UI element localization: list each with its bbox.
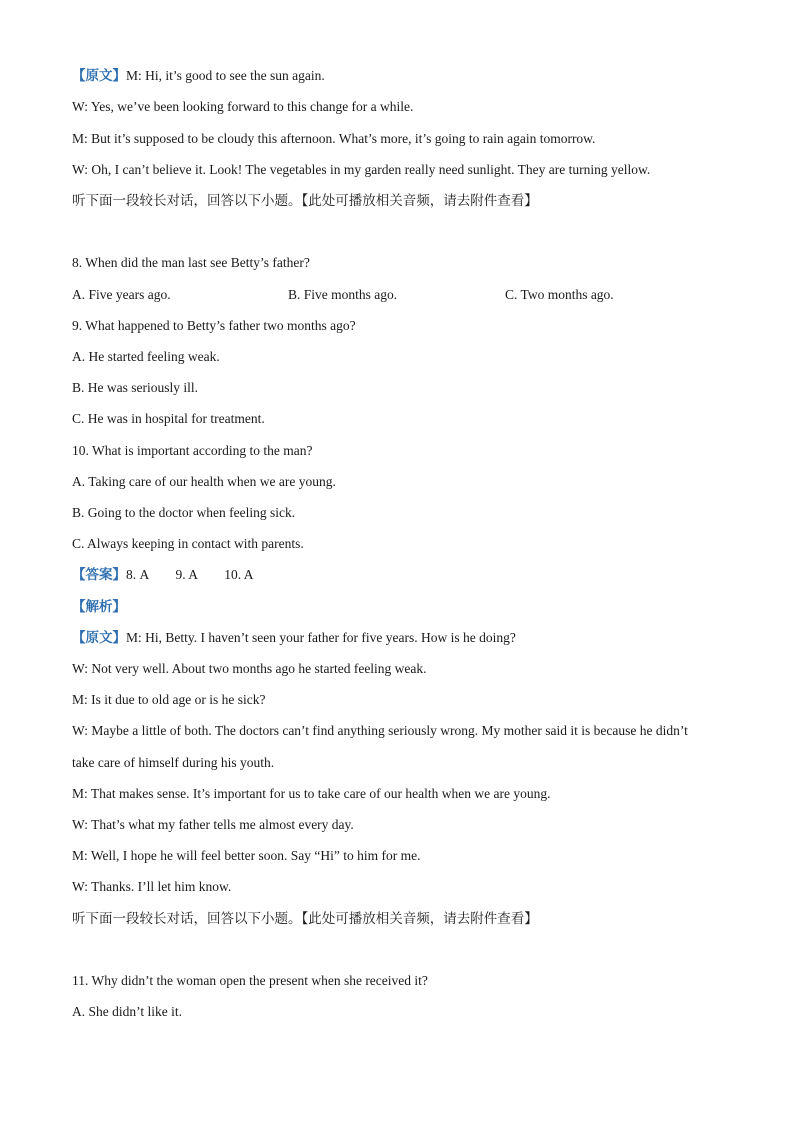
transcript-line: W: That’s what my father tells me almost every day. xyxy=(72,817,354,832)
transcript-line: 【原文】M: Hi, it’s good to see the sun again. xyxy=(72,68,325,83)
question-8-stem: 8. When did the man last see Betty’s father? xyxy=(72,255,310,270)
option-a: A. He started feeling weak. xyxy=(72,349,220,364)
option-c: C. He was in hospital for treatment. xyxy=(72,411,265,426)
transcript-line: M: Is it due to old age or is he sick? xyxy=(72,692,266,707)
answer-label: 【答案】 xyxy=(72,567,126,582)
transcript-line: W: Thanks. I’ll let him know. xyxy=(72,879,232,894)
question-10-stem: 10. What is important according to the man? xyxy=(72,443,313,458)
transcript-line: M: That makes sense. It’s important for us to take care of our health when we are young. xyxy=(72,786,551,801)
analysis-label: 【解析】 xyxy=(72,599,126,614)
transcript-line: W: Maybe a little of both. The doctors can’t find anything seriously wrong. My mother said it is because he didn’t xyxy=(72,723,688,738)
option-c: C. Two months ago. xyxy=(505,287,614,302)
transcript-line: W: Not very well. About two months ago he started feeling weak. xyxy=(72,661,427,676)
question-9-stem: 9. What happened to Betty’s father two months ago? xyxy=(72,318,356,333)
option-b: B. Five months ago. xyxy=(288,287,398,302)
question-11-stem: 11. Why didn’t the woman open the present when she received it? xyxy=(72,973,428,988)
answer-line xyxy=(72,566,254,584)
option-b: B. He was seriously ill. xyxy=(72,380,198,395)
listening-instruction: 听下面一段较长对话，回答以下小题。【此处可播放相关音频，请去附件查看】 xyxy=(72,911,538,926)
transcript-line: take care of himself during his youth. xyxy=(72,755,275,770)
original-label: 【原文】 xyxy=(72,68,126,83)
option-b: B. Going to the doctor when feeling sick. xyxy=(72,505,296,520)
transcript-line: 【原文】M: Hi, Betty. I haven’t seen your father for five years. How is he doing? xyxy=(72,630,516,645)
answer-values: 8. A 9. A 10. A xyxy=(126,567,254,582)
original-label: 【原文】 xyxy=(72,630,126,645)
option-a: A. Five years ago. xyxy=(72,287,171,302)
transcript-line: W: Yes, we’ve been looking forward to this change for a while. xyxy=(72,99,414,114)
option-c: C. Always keeping in contact with parents. xyxy=(72,536,304,551)
listening-instruction: 听下面一段较长对话，回答以下小题。【此处可播放相关音频，请去附件查看】 xyxy=(72,193,538,208)
option-a: A. She didn’t like it. xyxy=(72,1004,182,1019)
option-a: A. Taking care of our health when we are young. xyxy=(72,474,336,489)
transcript-line: W: Oh, I can’t believe it. Look! The vegetables in my garden really need sunlight. They are turning yellow. xyxy=(72,162,651,177)
transcript-line: M: Well, I hope he will feel better soon. Say “Hi” to him for me. xyxy=(72,848,421,863)
transcript-line: M: But it’s supposed to be cloudy this afternoon. What’s more, it’s going to rain again tomorrow. xyxy=(72,131,596,146)
